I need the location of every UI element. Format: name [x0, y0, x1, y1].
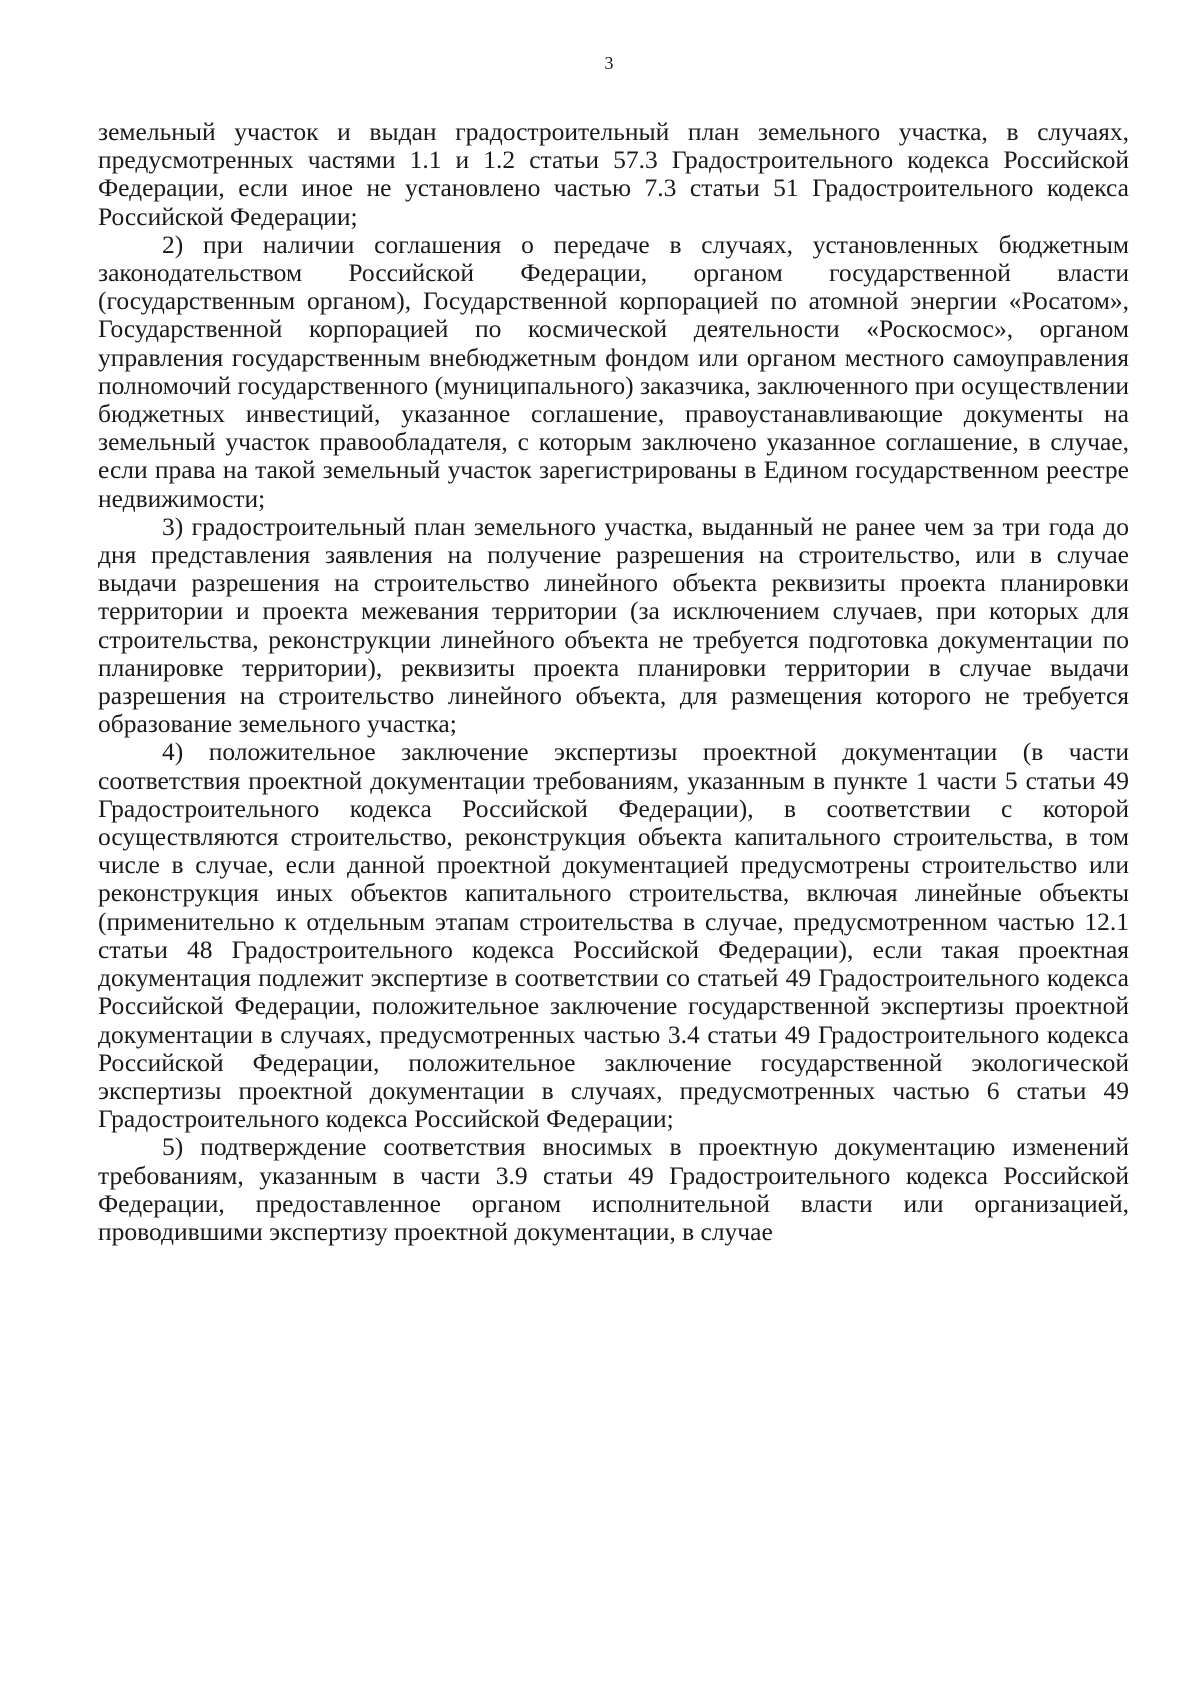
paragraph-item-3: 3) градостроительный план земельного участка, выданный не ранее чем за три года до дня представления заявления на получение разрешения на строительство, или в случае выдачи разрешения на строительство линейного объекта реквизиты проекта планировки территории и проекта межевания территории (за исключением случаев, при которых для строительства, реконструкции линейного объекта не требуется подготовка документации по планировке территории), реквизиты проекта планировки территории в случае выдачи разрешения на строительство линейного объекта, для размещения которого не требуется образование земельного участка;: [98, 511, 1129, 739]
document-body: [98, 118, 1129, 1246]
paragraph-item-2: 2) при наличии соглашения о передаче в случаях, установленных бюджетным законодательством Российской Федерации, органом государственной власти (государственным органом), Государственной корпорацией по атомной энергии «Росатом», Государственной корпорацией по космической деятельности «Роскосмос», органом управления государственным внебюджетным фондом или органом местного самоуправления полномочий государственного (муниципального) заказчика, заключенного при осуществлении бюджетных инвестиций, указанное соглашение, правоустанавливающие документы на земельный участок правообладателя, с которым заключено указанное соглашение, в случае, если права на такой земельный участок зарегистрированы в Едином государственном реестре недвижимости;: [98, 229, 1129, 513]
paragraph-item-4: 4) положительное заключение экспертизы проектной документации (в части соответствия проектной документации требованиям, указанным в пункте 1 части 5 статьи 49 Градостроительного кодекса Российской Федерации), в соответствии с которой осуществляются строительство, реконструкция объекта капитального строительства, в том числе в случае, если данной проектной документацией предусмотрены строительство или реконструкция иных объектов капитального строительства, включая линейные объекты (применительно к отдельным этапам строительства в случае, предусмотренном частью 12.1 статьи 48 Градостроительного кодекса Российской Федерации), если такая проектная документация подлежит экспертизе в соответствии со статьей 49 Градостроительного кодекса Российской Федерации, положительное заключение государственной экспертизы проектной документации в случаях, предусмотренных частью 3.4 статьи 49 Градостроительного кодекса Российской Федерации, положительное заключение государственной экологической экспертизы проектной документации в случаях, предусмотренных частью 6 статьи 49 Градостроительного кодекса Российской Федерации;: [98, 737, 1129, 1134]
paragraph-continuation: земельный участок и выдан градостроительный план земельного участка, в случаях, предусмотренных частями 1.1 и 1.2 статьи 57.3 Градостроительного кодекса Российской Федерации, если иное не установлено частью 7.3 статьи 51 Градостроительного кодекса Российской Федерации;: [98, 117, 1129, 231]
page-number: 3: [604, 53, 614, 73]
paragraph-item-5: 5) подтверждение соответствия вносимых в проектную документацию изменений требованиям, указанным в части 3.9 статьи 49 Градостроительного кодекса Российской Федерации, предоставленное органом исполнительной власти или организацией, проводившими экспертизу проектной документации, в случае: [98, 1132, 1129, 1246]
